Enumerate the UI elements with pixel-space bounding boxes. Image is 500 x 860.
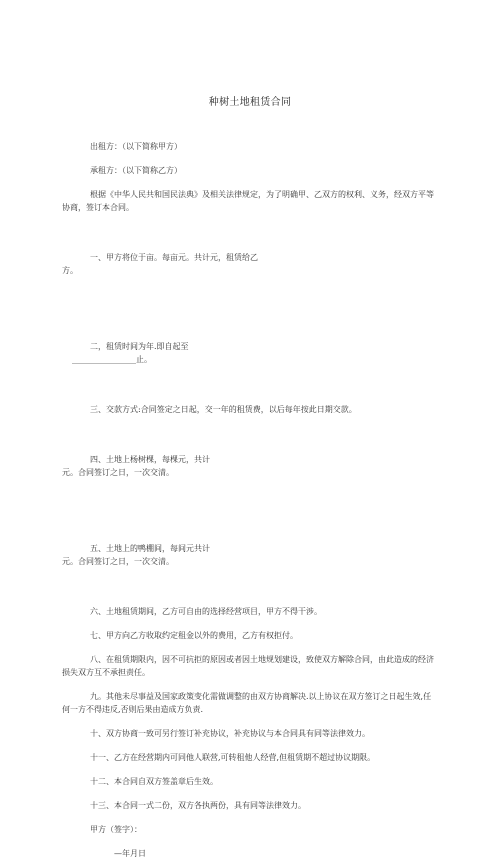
clause-1-line-2: 方。: [62, 266, 78, 275]
clause-1-line-1: 一、甲方将位于亩。每亩元。共计元，租赁给乙: [90, 253, 258, 262]
signature-line: 甲方（签字）：: [90, 825, 142, 834]
clause-2-line-2: ________________止。: [72, 355, 152, 364]
date-line: —年月日: [114, 849, 146, 858]
clause-2-line-1: 二，租赁时间为年.即自起至: [90, 342, 189, 351]
clause-11: 十一、乙方在经营期内可同他人联营,可转租他人经营,但租赁期不超过协议期限。: [90, 753, 376, 762]
clause-9: 九。其他未尽事益及国家政策变化需做调整的由双方协商解决.以上协议在双方签订之日起生效,任何一方不得违反,否则后果由造成方负责.: [62, 692, 432, 714]
party-b-line: 承租方：（以下简称乙方）: [90, 166, 182, 175]
clause-7: 七、甲方向乙方收取约定租金以外的费用，乙方有权拒付。: [90, 631, 298, 640]
clause-1: [62, 225, 438, 303]
clause-4-line-2: 元。合同签订之日，一次交清。: [62, 468, 174, 477]
clause-4-line-1: 四、土地上杨树棵，每棵元，共计: [90, 455, 210, 464]
clause-3: 三、交款方式:合同签定之日起，交一年的租赁费，以后每年按此日期交款。: [90, 405, 357, 414]
clause-10: 十、双方协商一致可另行签订补充协议，补充协议与本合同具有同等法律效力。: [90, 729, 370, 738]
clause-5: [62, 516, 438, 594]
clause-4: [62, 427, 438, 505]
clause-13: 十三、本合同一式二份，双方各执两份，具有同等法律效力。: [90, 801, 306, 810]
clause-5-line-2: 元。合同签订之日，一次交清。: [62, 557, 174, 566]
clause-5-line-1: 五、土地上的鸭棚间，每间元共计: [90, 544, 210, 553]
clause-12: 十二、本合同自双方签盖章后生效。: [90, 777, 218, 786]
clause-8: 八、在租赁期限内，因不可抗拒的原因或者因土地规划建设，致使双方解除合同，由此造成的经济损失双方互不承担责任。: [62, 655, 434, 677]
party-a-line: 出租方：（以下简称甲方）: [90, 142, 182, 151]
intro-paragraph: 根据《中华人民共和国民法典》及相关法律规定，为了明确甲、乙双方的权利、义务，经双方平等协商，签订本合同。: [62, 190, 434, 212]
document-title: 种树土地租赁合同: [208, 97, 292, 108]
clause-6: 六、土地租赁期间，乙方可自由的选择经营项目，甲方不得干涉。: [90, 607, 322, 616]
clause-2: [62, 314, 438, 392]
